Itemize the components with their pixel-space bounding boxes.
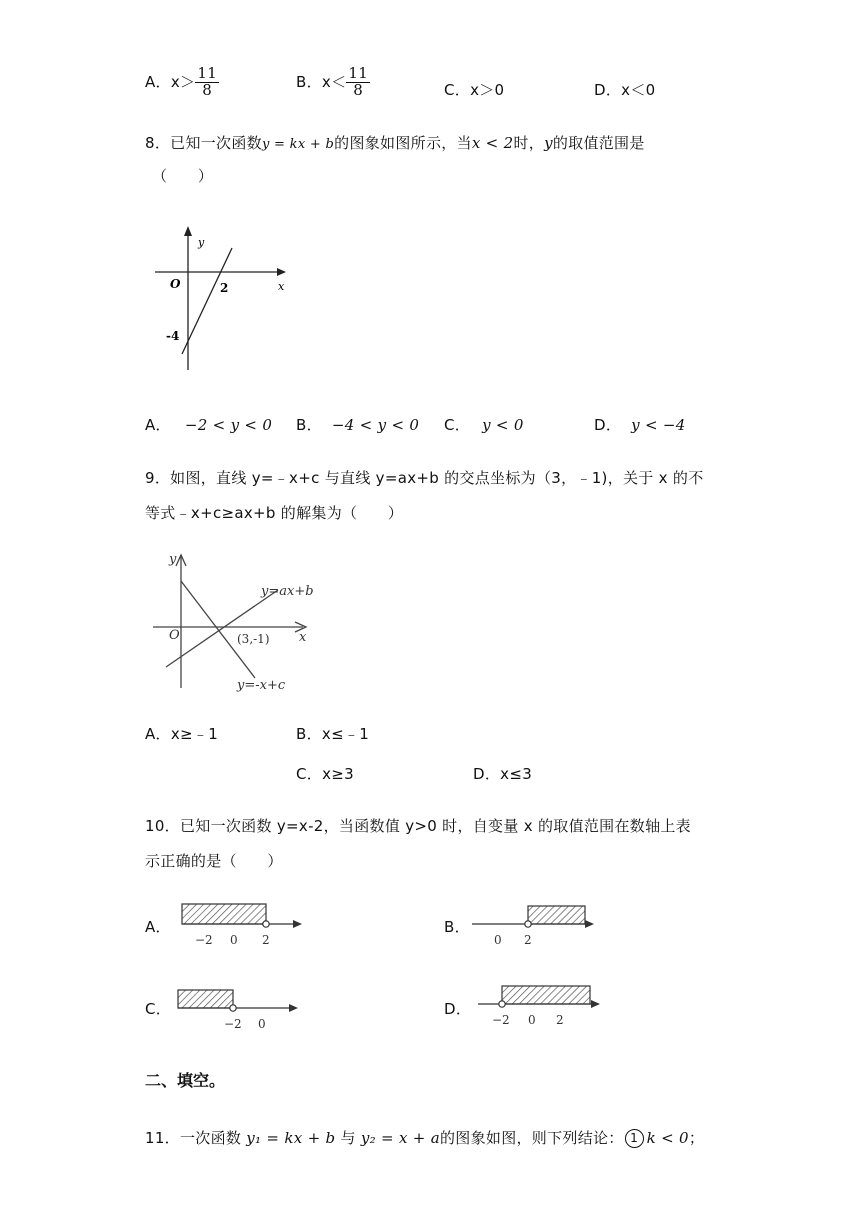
- option-prefix: x＞: [170, 72, 196, 91]
- tick-label: 2: [556, 1013, 564, 1027]
- q9-option-c: [296, 763, 354, 784]
- option-letter: A．: [145, 416, 171, 434]
- option-text: x≥﹣1: [170, 725, 219, 743]
- q11-prefix: 11．一次函数: [145, 1129, 242, 1147]
- q11-stem: [145, 1127, 704, 1148]
- q11-condition: k < 0: [646, 1129, 689, 1147]
- q9-origin-label: O: [169, 628, 180, 643]
- option-letter: C．: [296, 765, 323, 783]
- q11-function-1: y₁ = kx + b: [246, 1129, 336, 1147]
- q8-graph: [150, 222, 290, 372]
- q8-paren: （ ）: [152, 167, 214, 185]
- q8-x-tick-label: 2: [220, 281, 229, 295]
- option-text: x≤3: [500, 765, 533, 783]
- fraction-numerator: 11: [197, 64, 218, 82]
- q9-stem-line1: 9．如图，直线 y=﹣x+c 与直线 y=ax+b 的交点坐标为（3，﹣1)，关于 x 的不: [145, 469, 704, 487]
- q10-number-line-c: [172, 982, 307, 1032]
- q10-option-d-letter: D．: [444, 1000, 472, 1018]
- fraction-denominator: 8: [353, 80, 364, 99]
- q10-stem-line2: 示正确的是（ ）: [145, 852, 283, 870]
- option-text: x≤﹣1: [321, 725, 370, 743]
- q8-y-tick-label: -4: [166, 329, 180, 343]
- option-expr: y < 0: [482, 416, 524, 434]
- tick-label: 0: [528, 1013, 536, 1027]
- option-expr: −4 < y < 0: [331, 416, 420, 434]
- q8-y-axis-label: y: [198, 236, 205, 249]
- q9-point-label: (3,-1): [237, 632, 270, 646]
- q8-stem: [145, 132, 645, 153]
- q9-option-d: [473, 763, 532, 784]
- q10-number-line-d: [472, 980, 607, 1030]
- fraction-denominator: 8: [202, 80, 213, 99]
- q11-mid: 与: [340, 1129, 356, 1147]
- tick-label: −2: [492, 1013, 510, 1027]
- q9-stem-line2: 等式﹣x+c≥ax+b 的解集为（ ）: [145, 504, 404, 522]
- tick-label: 2: [262, 933, 270, 947]
- q10-option-a-letter: A．: [145, 918, 171, 936]
- q8-option-a: [145, 414, 272, 435]
- option-letter: C．: [444, 81, 471, 99]
- fraction: [195, 66, 219, 99]
- q8-suffix: 的取值范围是: [552, 134, 645, 152]
- option-text: x＞0: [470, 81, 505, 99]
- option-letter: A．: [145, 72, 171, 91]
- q10-option-c-letter: C．: [145, 1000, 172, 1018]
- option-letter: A．: [145, 725, 171, 743]
- q8-condition: x < 2: [471, 134, 514, 152]
- option-letter: D．: [473, 765, 501, 783]
- option-text: x＜0: [621, 81, 656, 99]
- fraction-numerator: 11: [348, 64, 369, 82]
- q8-mid2: 时，: [513, 134, 545, 152]
- q11-end: ；: [688, 1129, 705, 1147]
- tick-label: −2: [195, 933, 213, 947]
- q8-origin-label: O: [170, 277, 181, 291]
- tick-label: 0: [230, 933, 238, 947]
- option-expr: −2 < y < 0: [184, 416, 273, 434]
- tick-label: 2: [524, 933, 532, 947]
- option-letter: C．: [444, 416, 471, 434]
- q7-option-d: [594, 79, 655, 100]
- q10-number-line-a: [172, 900, 307, 950]
- q9-option-a: [145, 723, 218, 744]
- q8-option-b: [296, 414, 419, 435]
- q9-graph: [145, 545, 325, 695]
- section-heading: 二、填空。: [145, 1071, 226, 1090]
- q7-option-a: [145, 66, 219, 99]
- q9-line1-label: y=ax+b: [261, 584, 314, 599]
- option-letter: B．: [296, 72, 322, 91]
- fraction: [346, 66, 370, 99]
- option-letter: B．: [296, 725, 322, 743]
- q9-y-axis-label: y: [169, 552, 177, 567]
- circled-number: 1: [630, 1131, 639, 1145]
- tick-label: 0: [258, 1017, 266, 1031]
- option-text: x≥3: [322, 765, 354, 783]
- q8-variable: y: [544, 134, 553, 152]
- q10-number-line-b: [468, 900, 603, 950]
- q10-option-b-letter: B．: [444, 918, 470, 936]
- option-letter: B．: [296, 416, 322, 434]
- q11-function-2: y₂ = x + a: [360, 1129, 440, 1147]
- q11-suffix: 的图象如图，则下列结论：: [440, 1129, 624, 1147]
- q8-option-d: [594, 414, 686, 435]
- circled-number-icon: [625, 1129, 644, 1148]
- option-prefix: x＜: [321, 72, 347, 91]
- option-letter: D．: [594, 416, 622, 434]
- option-letter: D．: [594, 81, 622, 99]
- q9-x-axis-label: x: [299, 630, 307, 645]
- q8-mid: 的图象如图所示，当: [334, 134, 472, 152]
- q7-option-c: [444, 79, 504, 100]
- q10-stem-line1: 10．已知一次函数 y=x-2，当函数值 y>0 时，自变量 x 的取值范围在数轴上表: [145, 817, 691, 835]
- q7-option-b: [296, 66, 370, 99]
- q9-line2-label: y=-x+c: [237, 678, 286, 693]
- q8-function: y = kx + b: [261, 137, 335, 152]
- option-expr: y < −4: [631, 416, 686, 434]
- q8-prefix: 8．已知一次函数: [145, 134, 262, 152]
- tick-label: 0: [494, 933, 502, 947]
- q8-option-c: [444, 414, 524, 435]
- q9-option-b: [296, 723, 369, 744]
- q8-x-axis-label: x: [278, 280, 285, 293]
- tick-label: −2: [224, 1017, 242, 1031]
